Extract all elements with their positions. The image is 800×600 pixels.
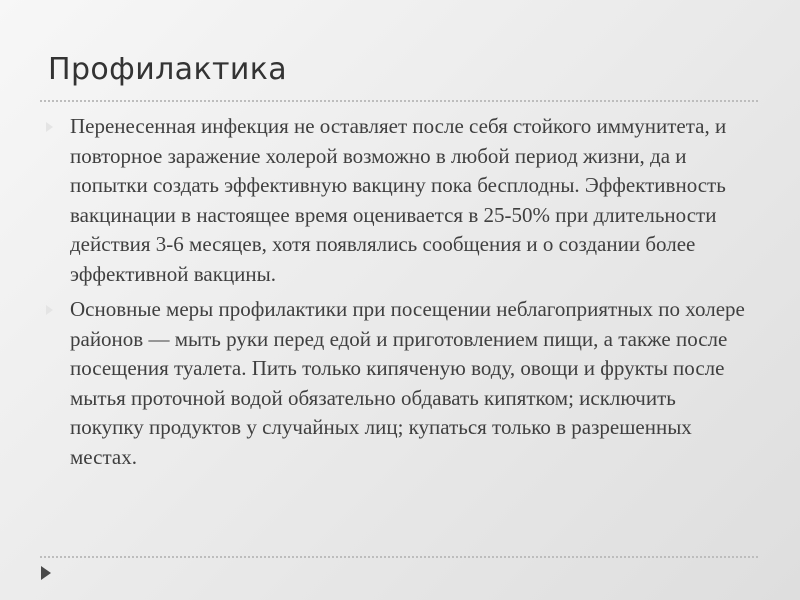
play-triangle-icon[interactable] [41,566,51,580]
bullet-item-immunity [42,112,752,289]
bullet-list [42,112,752,478]
bullet-text-prevention-measures: Основные меры профилактики при посещении неблагоприятных по холере районов — мыть руки перед едой и приготовлением пищи, а также после посещения туалета. Пить только кипяченую воду, овощи и фрукты после мытья проточной водой обязательно обдавать кипятком; исключить покупку продуктов у случайных лиц; купаться только в разрешенных местах. [70,297,745,469]
bullet-item-prevention-measures [42,295,752,472]
slide-title: Профилактика [48,52,288,87]
bullet-triangle-icon [46,122,53,132]
bullet-triangle-icon [46,305,53,315]
title-divider [40,100,758,102]
bullet-text-immunity: Перенесенная инфекция не оставляет после себя стойкого иммунитета, и повторное заражение холерой возможно в любой период жизни, да и попытки создать эффективную вакцину пока бесплодны. Эффективность вакцинации в настоящее время оценивается в 25-50% при длительности действия 3-6 месяцев, хотя появлялись сообщения и о создании более эффективной вакцины. [70,114,727,286]
footer-divider [40,556,758,558]
